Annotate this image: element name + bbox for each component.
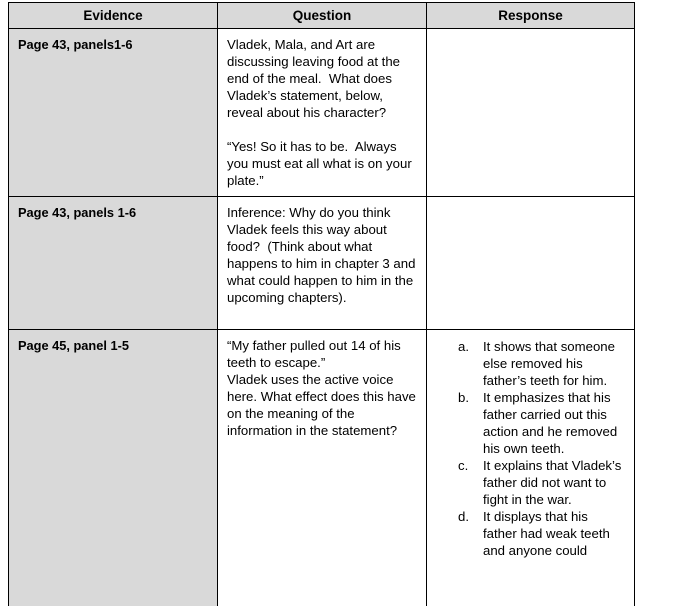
option-marker: d. bbox=[458, 509, 469, 524]
question-quote: “Yes! So it has to be. Always you must eat all what is on your plate.” bbox=[227, 139, 416, 188]
response-cell bbox=[427, 197, 635, 330]
worksheet-table bbox=[8, 2, 635, 606]
table-row bbox=[9, 29, 635, 197]
header-row bbox=[9, 3, 635, 29]
response-options bbox=[436, 337, 625, 559]
response-cell bbox=[427, 330, 635, 606]
response-option bbox=[458, 457, 625, 508]
column-header-question: Question bbox=[218, 3, 427, 29]
table-row bbox=[9, 197, 635, 330]
question-cell bbox=[218, 29, 427, 197]
option-text: It shows that someone else removed his father’s teeth for him. bbox=[483, 339, 615, 388]
option-marker: a. bbox=[458, 339, 469, 354]
question-cell bbox=[218, 197, 427, 330]
question-cell bbox=[218, 330, 427, 606]
response-cell bbox=[427, 29, 635, 197]
evidence-cell: Page 43, panels 1-6 bbox=[9, 197, 218, 330]
evidence-cell: Page 45, panel 1-5 bbox=[9, 330, 218, 606]
question-text: Vladek, Mala, and Art are discussing leaving food at the end of the meal. What does Vladek’s statement, below, reveal about his character? bbox=[227, 37, 404, 120]
response-option bbox=[458, 389, 625, 457]
table-row bbox=[9, 330, 635, 606]
evidence-cell: Page 43, panels1-6 bbox=[9, 29, 218, 197]
option-marker: b. bbox=[458, 390, 469, 405]
response-option bbox=[458, 338, 625, 389]
option-text: It displays that his father had weak teeth and anyone could bbox=[483, 509, 610, 558]
question-text: Inference: Why do you think Vladek feels this way about food? (Think about what happens to him in chapter 3 and what could happen to him in the upcoming chapters). bbox=[227, 205, 420, 305]
question-text: Vladek uses the active voice here. What effect does this have on the meaning of the information in the statement? bbox=[227, 372, 420, 438]
response-option bbox=[458, 508, 625, 559]
option-text: It explains that Vladek’s father did not want to fight in the war. bbox=[483, 458, 622, 507]
question-quote: “My father pulled out 14 of his teeth to escape.” bbox=[227, 338, 405, 370]
option-marker: c. bbox=[458, 458, 469, 473]
column-header-response: Response bbox=[427, 3, 635, 29]
column-header-evidence: Evidence bbox=[9, 3, 218, 29]
option-text: It emphasizes that his father carried out this action and he removed his own teeth. bbox=[483, 390, 618, 456]
